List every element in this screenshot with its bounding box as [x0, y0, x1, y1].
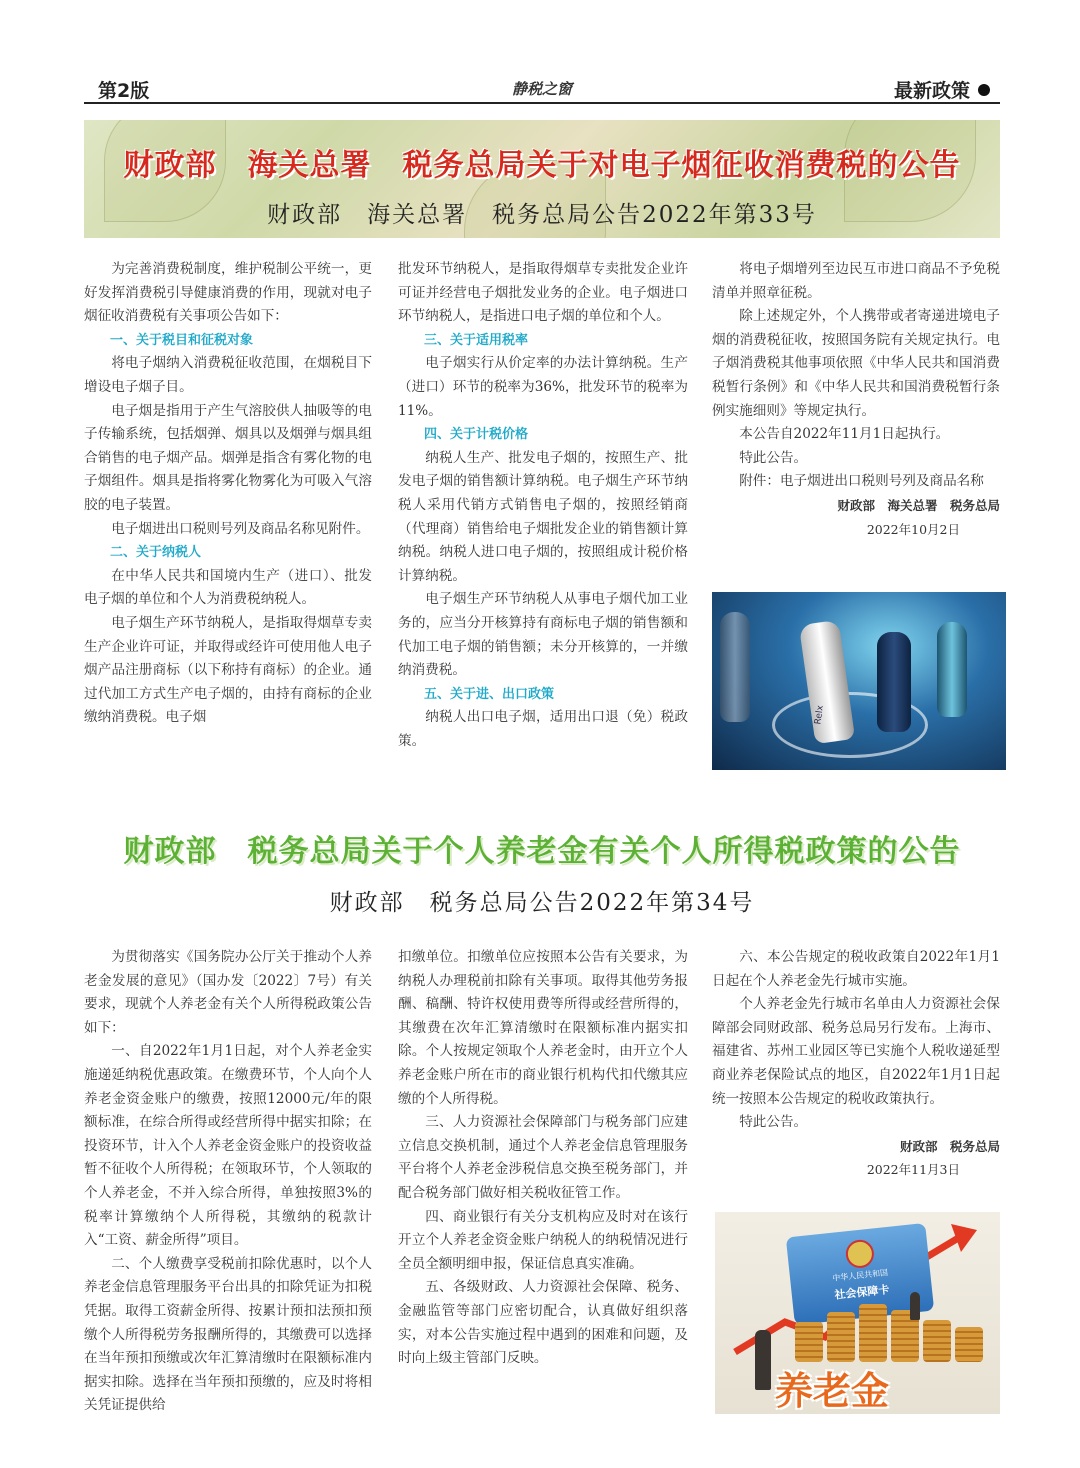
card-line-1: 中华人民共和国	[831, 1268, 889, 1283]
coin-stack	[923, 1320, 951, 1362]
section-name	[894, 76, 990, 103]
paragraph: 六、本公告规定的税收政策自2022年1月1日起在个人养老金先行城市实施。	[712, 949, 1000, 989]
pension-caption: 养老金	[775, 1369, 890, 1413]
paragraph: 一、自2022年1月1日起，对个人养老金实施递延纳税优惠政策。在缴费环节，个人向个人养老金资金账户的缴费，按照12000元/年的限额标准，在综合所得或经营所得中据实扣除；在投资环节，计入个人养老金资金账户的投资收益暂不征收个人所得税；在领取环节，个人领取的个人养老金，不并入综合所得，单独按照3%的税率计算缴纳个人所得税，其缴纳的税款计入“工资、薪金所得”项目。	[84, 1043, 372, 1249]
paragraph: 二、个人缴费享受税前扣除优惠时，以个人养老金信息管理服务平台出具的扣除凭证为扣税凭据。取得工资薪金所得、按累计预扣法预扣预缴个人所得税劳务报酬所得的，其缴费可以选择在当年预扣预缴或次年汇算清缴时在限额标准内据实扣除。选择在当年预扣预缴的，应及时将相关凭证提供给	[84, 1255, 372, 1414]
paragraph: 将电子烟纳入消费税征收范围，在烟税目下增设电子烟子目。	[84, 355, 372, 395]
coin-stack	[795, 1322, 823, 1362]
paragraph: 电子烟进出口税则号列及商品名称见附件。	[111, 520, 370, 537]
notice2-subtitle: 财政部 税务总局公告2022年第34号	[329, 890, 755, 916]
paragraph: 纳税人生产、批发电子烟的，按照生产、批发电子烟的销售额计算纳税。电子烟生产环节纳税人采用代销方式销售电子烟的，按照经销商（代理商）销售给电子烟批发企业的销售额计算纳税。纳税人进口电子烟的，按照组成计税价格计算纳税。	[398, 449, 688, 584]
device-teal	[937, 622, 967, 717]
device-brand: Relx	[813, 704, 826, 726]
paragraph: 个人养老金先行城市名单由人力资源社会保障部会同财政部、税务总局另行发布。上海市、福建省、苏州工业园区等已实施个人税收递延型商业养老保险试点的地区，自2022年1月1日起统一按照本公告规定的税收政策执行。	[712, 996, 1000, 1107]
paragraph: 除上述规定外，个人携带或者寄递进境电子烟的消费税征收，按照国务院有关规定执行。电子烟消费税其他事项依照《中华人民共和国消费税暂行条例》和《中华人民共和国消费税暂行条例实施细则》等规定执行。	[712, 308, 1000, 419]
notice1-column-1	[84, 258, 372, 730]
notice1-column-2	[398, 258, 688, 753]
notice2-title: 财政部 税务总局关于个人养老金有关个人所得税政策的公告	[123, 834, 961, 869]
paragraph: 为完善消费税制度，维护税制公平统一，更好发挥消费税引导健康消费的作用，现就对电子烟征收消费税有关事项公告如下：	[84, 261, 372, 325]
newspaper-name: 静税之窗	[511, 80, 572, 98]
paragraph: 四、商业银行有关分支机构应及时对在该行开立个人养老金资金账户纳税人的纳税情况进行全员全额明细申报，保证信息真实准确。	[398, 1208, 688, 1272]
pension-illustration	[715, 1212, 1000, 1414]
paragraph: 五、各级财政、人力资源社会保障、税务、金融监管等部门应密切配合，认真做好组织落实，对本公告实施过程中遇到的困难和问题，及时向上级主管部门反映。	[398, 1279, 688, 1367]
notice2-column-2	[398, 946, 688, 1371]
paragraph: 本公告自2022年11月1日起执行。	[739, 426, 950, 443]
page-number: 第2版	[98, 80, 150, 102]
section-heading: 二、关于纳税人	[110, 545, 202, 561]
issue-date: 2022年11月3日	[866, 1162, 960, 1178]
notice2-column-3	[712, 946, 1000, 1182]
section-heading: 一、关于税目和征税对象	[110, 332, 254, 348]
paragraph: 批发环节纳税人，是指取得烟草专卖批发企业许可证并经营电子烟批发业务的企业。电子烟进口环节纳税人，是指进口电子烟的单位和个人。	[398, 261, 688, 325]
bullet-icon	[978, 84, 990, 96]
coin-stack	[827, 1312, 855, 1362]
paragraph: 电子烟实行从价定率的办法计算纳税。生产（进口）环节的税率为36%，批发环节的税率为11%。	[398, 355, 688, 419]
page-header	[84, 72, 1000, 104]
notice2-column-1	[84, 946, 372, 1418]
signature: 财政部 税务总局	[899, 1138, 1000, 1154]
national-emblem-icon	[845, 1239, 876, 1270]
paragraph: 将电子烟增列至边民互市进口商品不予免税清单并照章征税。	[712, 261, 1000, 301]
device-blur	[720, 612, 750, 722]
notice1-subtitle: 财政部 海关总署 税务总局公告2022年第33号	[267, 202, 817, 228]
section-heading: 五、关于进、出口政策	[424, 686, 555, 702]
paragraph: 电子烟是指用于产生气溶胶供人抽吸等的电子传输系统，包括烟弹、烟具以及烟弹与烟具组合销售的电子烟产品。烟弹是指含有雾化物的电子烟组件。烟具是指将雾化物雾化为可吸入气溶胶的电子装置。	[84, 402, 372, 513]
paragraph: 特此公告。	[739, 449, 808, 466]
person-figure	[910, 1292, 920, 1320]
section-heading: 三、关于适用税率	[424, 332, 529, 348]
paragraph: 在中华人民共和国境内生产（进口）、批发电子烟的单位和个人为消费税纳税人。	[84, 567, 372, 608]
person-figure	[755, 1330, 771, 1390]
notice1-banner	[84, 120, 1000, 238]
e-cigarette-photo	[712, 592, 1006, 770]
paragraph: 扣缴单位。扣缴单位应按照本公告有关要求，为纳税人办理税前扣除有关事项。取得其他劳务报酬、稿酬、特许权使用费等所得或经营所得的，其缴费在次年汇算清缴时在限额标准内据实扣除。个人按规定领取个人养老金时，由开立个人养老金账户所在市的商业银行机构代扣代缴其应缴的个人所得税。	[398, 949, 688, 1107]
paragraph: 特此公告。	[739, 1114, 808, 1131]
signature: 财政部 海关总署 税务总局	[837, 497, 1000, 513]
issue-date: 2022年10月2日	[866, 521, 960, 537]
paragraph: 为贯彻落实《国务院办公厅关于推动个人养老金发展的意见》（国办发〔2022〕7号）有关要求，现就个人养老金有关个人所得税政策公告如下：	[84, 949, 372, 1036]
paragraph: 电子烟生产环节纳税人，是指取得烟草专卖生产企业许可证，并取得或经许可使用他人电子烟产品注册商标（以下称持有商标）的企业。通过代加工方式生产电子烟的，由持有商标的企业缴纳消费税。电子烟	[84, 614, 372, 726]
device-navy	[877, 632, 911, 732]
section-heading: 四、关于计税价格	[424, 427, 529, 443]
notice1-title: 财政部 海关总署 税务总局关于对电子烟征收消费税的公告	[123, 148, 961, 183]
paragraph: 电子烟生产环节纳税人从事电子烟代加工业务的，应当分开核算持有商标电子烟的销售额和代加工电子烟的销售额；未分开核算的，一并缴纳消费税。	[398, 591, 688, 679]
coin-stack	[955, 1327, 983, 1362]
notice1-column-3	[712, 258, 1000, 541]
paragraph: 纳税人出口电子烟，适用出口退（免）税政策。	[398, 709, 688, 749]
paragraph: 三、人力资源社会保障部门与税务部门应建立信息交换机制，通过个人养老金信息管理服务平台将个人养老金涉税信息交换至税务部门，并配合税务部门做好相关税收征管工作。	[398, 1114, 688, 1201]
section-label: 最新政策	[893, 80, 970, 102]
paragraph: 附件：电子烟进出口税则号列及商品名称	[739, 473, 984, 490]
card-line-2: 社会保障卡	[833, 1283, 890, 1302]
coin-stack	[859, 1304, 887, 1362]
